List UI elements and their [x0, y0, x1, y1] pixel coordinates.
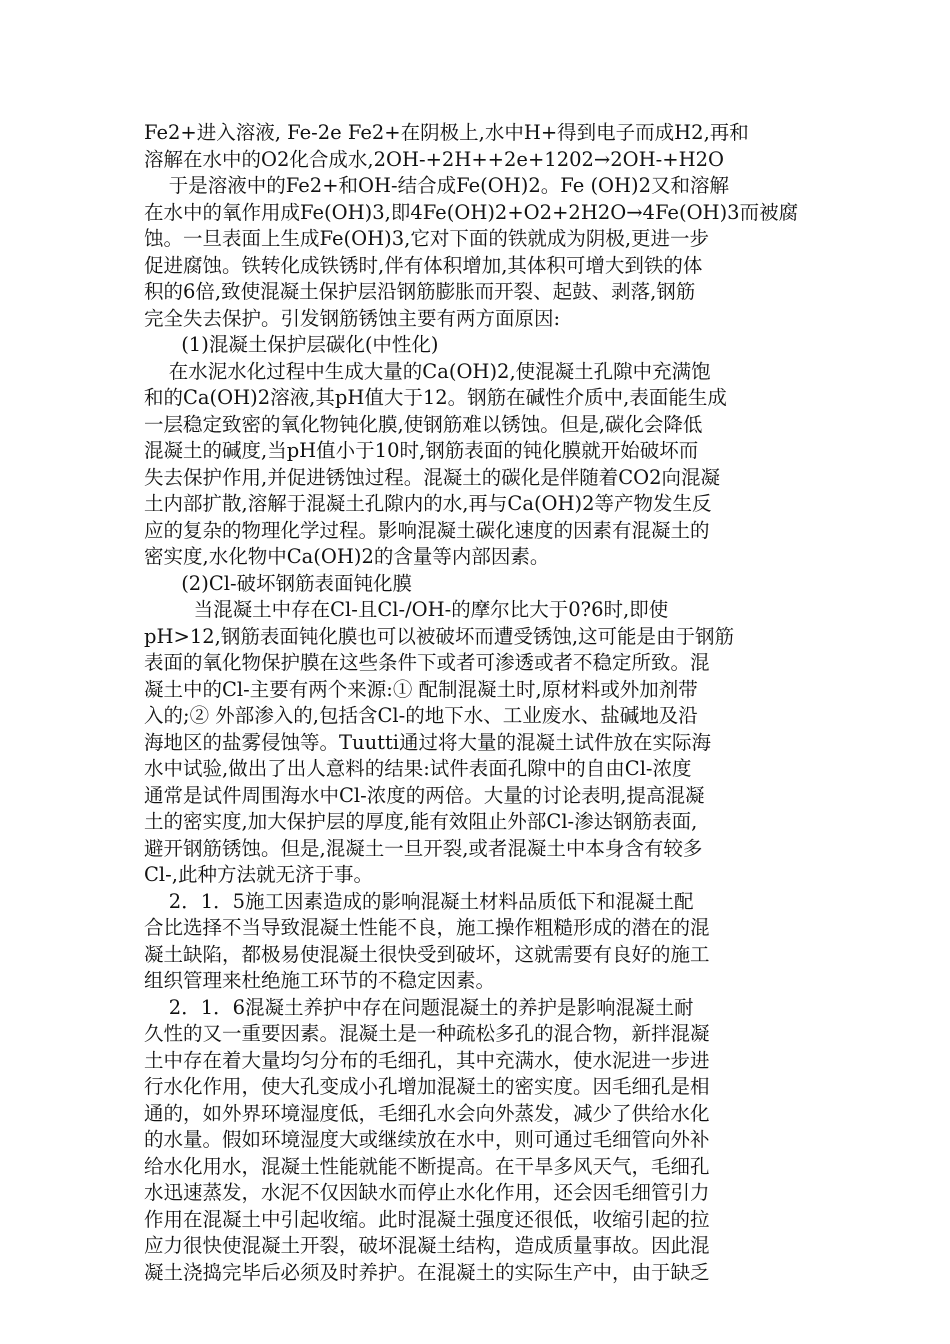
text-line: 久性的又一重要因素。混凝土是一种疏松多孔的混合物，新拌混凝	[144, 1022, 710, 1045]
text-line: 表面的氧化物保护膜在这些条件下或者可渗透或者不稳定所致。混	[144, 651, 710, 674]
text-line: 水迅速蒸发，水泥不仅因缺水而停止水化作用，还会因毛细管引力	[144, 1181, 710, 1204]
text-line: 混凝土的碱度,当pH值小于10时,钢筋表面的钝化膜就开始破坏而	[144, 439, 699, 462]
text-line: 于是溶液中的Fe2+和OH-结合成Fe(OH)2。Fe (OH)2又和溶解	[144, 174, 730, 197]
text-line: 应力很快使混凝土开裂，破坏混凝土结构，造成质量事故。因此混	[144, 1234, 710, 1257]
text-line: 凝土中的Cl-主要有两个来源:① 配制混凝土时,原材料或外加剂带	[144, 677, 698, 701]
text-line: 当混凝土中存在Cl-且Cl-/OH-的摩尔比大于0?6时,即使	[144, 598, 669, 621]
document-body-text	[144, 120, 804, 1286]
text-line: 作用在混凝土中引起收缩。此时混凝土强度还很低，收缩引起的拉	[144, 1207, 710, 1231]
text-line: 行水化作用，使大孔变成小孔增加混凝土的密实度。因毛细孔是相	[144, 1075, 710, 1098]
text-line: (1)混凝土保护层碳化(中性化)	[144, 333, 439, 356]
text-line: pH>12,钢筋表面钝化膜也可以被破坏而遭受锈蚀,这可能是由于钢筋	[144, 624, 735, 648]
text-line: 土中存在着大量均匀分布的毛细孔，其中充满水，使水泥进一步进	[144, 1048, 710, 1072]
text-line: 失去保护作用,并促进锈蚀过程。混凝土的碳化是伴随着CO2向混凝	[144, 465, 721, 489]
text-line: 2．1．5施工因素造成的影响混凝土材料品质低下和混凝土配	[144, 889, 694, 913]
text-line: 凝土浇捣完毕后必须及时养护。在混凝土的实际生产中，由于缺乏	[144, 1260, 710, 1284]
text-line: 海地区的盐雾侵蚀等。Tuutti通过将大量的混凝土试件放在实际海	[144, 730, 712, 754]
text-line: 密实度,水化物中Ca(OH)2的含量等内部因素。	[144, 545, 550, 568]
text-line: 蚀。一旦表面上生成Fe(OH)3,它对下面的铁就成为阴极,更进一步	[144, 227, 710, 250]
text-line: 避开钢筋锈蚀。但是,混凝土一旦开裂,或者混凝土中本身含有较多	[144, 836, 703, 860]
text-line: 给水化用水，混凝土性能就能不断提高。在干旱多风天气，毛细孔	[144, 1154, 710, 1178]
text-line: 水中试验,做出了出人意料的结果:试件表面孔隙中的自由Cl-浓度	[144, 757, 692, 780]
text-line: 通常是试件周围海水中Cl-浓度的两倍。大量的讨论表明,提高混凝	[144, 783, 705, 807]
text-line: 在水中的氧作用成Fe(OH)3,即4Fe(OH)2+O2+2H2O→4Fe(OH)3而被腐	[144, 200, 799, 224]
text-line: (2)Cl-破坏钢筋表面钝化膜	[144, 571, 413, 595]
text-line: 和的Ca(OH)2溶液,其pH值大于12。钢筋在碱性介质中,表面能生成	[144, 386, 727, 409]
text-line: 在水泥水化过程中生成大量的Ca(OH)2,使混凝土孔隙中充满饱	[144, 359, 711, 383]
text-line: 组织管理来杜绝施工环节的不稳定因素。	[144, 969, 496, 992]
text-line: 合比选择不当导致混凝土性能不良，施工操作粗糙形成的潜在的混	[144, 916, 710, 939]
text-line: 通的，如外界环境湿度低，毛细孔水会向外蒸发，减少了供给水化	[144, 1101, 710, 1125]
text-line: 土的密实度,加大保护层的厚度,能有效阻止外部Cl-渗达钢筋表面,	[144, 810, 698, 833]
text-line: 积的6倍,致使混凝土保护层沿钢筋膨胀而开裂、起鼓、剥落,钢筋	[144, 280, 696, 303]
text-line: 入的;② 外部渗入的,包括含Cl-的地下水、工业废水、盐碱地及沿	[144, 704, 698, 727]
text-line: 凝土缺陷，都极易使混凝土很快受到破坏，这就需要有良好的施工	[144, 942, 710, 966]
text-line: 的水量。假如环境湿度大或继续放在水中，则可通过毛细管向外补	[144, 1128, 710, 1151]
text-line: Cl-,此种方法就无济于事。	[144, 863, 373, 886]
text-line: 一层稳定致密的氧化物钝化膜,使钢筋难以锈蚀。但是,碳化会降低	[144, 412, 703, 436]
text-line: 2．1．6混凝土养护中存在问题混凝土的养护是影响混凝土耐	[144, 995, 694, 1019]
text-line: 应的复杂的物理化学过程。影响混凝土碳化速度的因素有混凝土的	[144, 518, 710, 542]
text-line: 土内部扩散,溶解于混凝土孔隙内的水,再与Ca(OH)2等产物发生反	[144, 492, 712, 515]
text-line: 溶解在水中的O2化合成水,2OH-+2H++2e+1202→2OH-+H2O	[144, 147, 724, 171]
text-line: 完全失去保护。引发钢筋锈蚀主要有两方面原因:	[144, 306, 561, 330]
text-line: Fe2+进入溶液, Fe-2e Fe2+在阴极上,水中H+得到电子而成H2,再和	[144, 121, 749, 144]
text-line: 促进腐蚀。铁转化成铁锈时,伴有体积增加,其体积可增大到铁的体	[144, 253, 703, 277]
